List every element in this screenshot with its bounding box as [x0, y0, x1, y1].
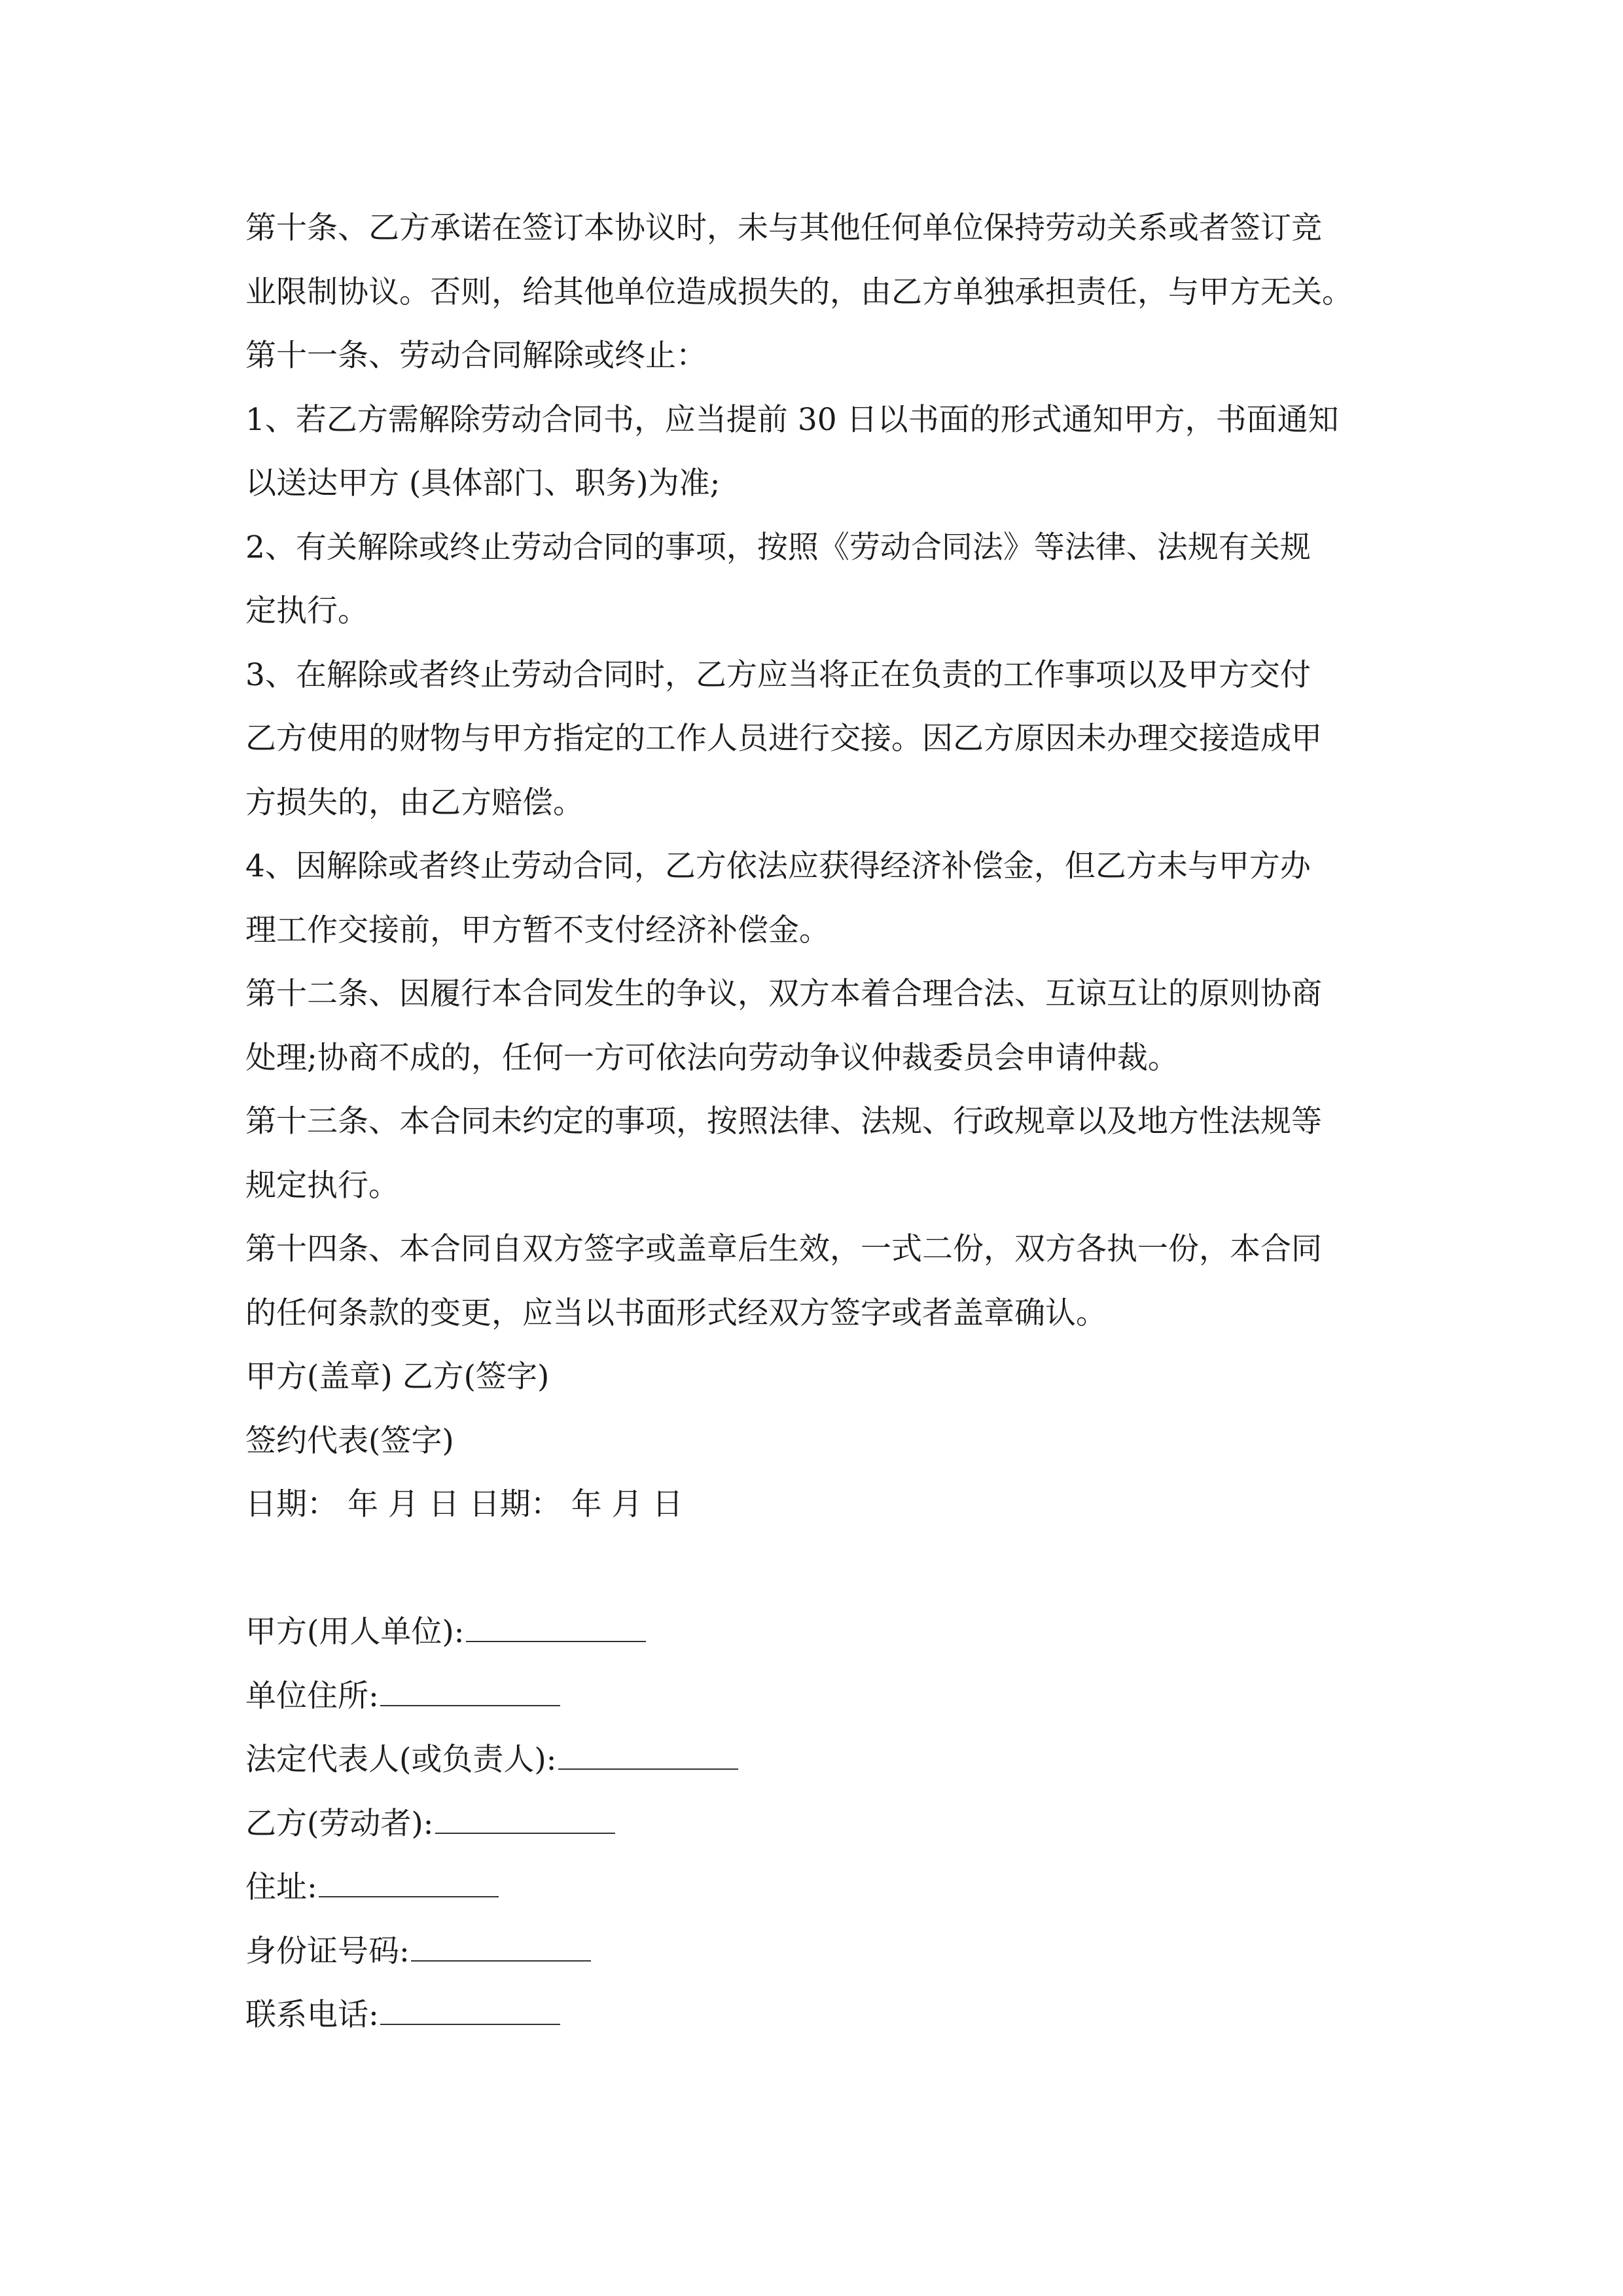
field-id-number [245, 1920, 1384, 1984]
clause-2-line-1: 2、有关解除或终止劳动合同的事项，按照《劳动合同法》等法律、法规有关规 [245, 529, 1311, 565]
fill-in-blank [319, 1870, 499, 1897]
article-14-line-2: 的任何条款的变更，应当以书面形式经双方签字或者盖章确认。 [245, 1295, 1107, 1331]
field-label: 身份证号码: [245, 1933, 410, 1969]
field-label: 乙方(劳动者): [245, 1805, 434, 1842]
field-employer [245, 1600, 1384, 1664]
field-employer-address [245, 1664, 1384, 1729]
clause-4-line-1: 4、因解除或者终止劳动合同，乙方依法应获得经济补偿金，但乙方未与甲方办 [245, 848, 1311, 884]
clause-3-line-3: 方损失的，由乙方赔偿。 [245, 784, 584, 821]
fill-in-blank [380, 1679, 560, 1706]
clause-2-line-2: 定执行。 [245, 593, 368, 629]
article-10-line-2: 业限制协议。否则，给其他单位造成损失的，由乙方单独承担责任，与甲方无关。 [245, 274, 1353, 310]
clause-1-line-2: 以送达甲方 (具体部门、职务)为准; [245, 465, 721, 501]
field-employee [245, 1792, 1384, 1856]
article-13-line-2: 规定执行。 [245, 1167, 399, 1204]
spacer [245, 1537, 1384, 1601]
fill-in-blank [466, 1615, 646, 1642]
article-12-line-2: 处理;协商不成的，任何一方可依法向劳动争议仲裁委员会申请仲裁。 [245, 1039, 1179, 1076]
clause-1-line-1: 1、若乙方需解除劳动合同书，应当提前 30 日以书面的形式通知甲方，书面通知 [245, 401, 1339, 438]
field-employee-address [245, 1856, 1384, 1920]
article-12-line-1: 第十二条、因履行本合同发生的争议，双方本着合理合法、互谅互让的原则协商 [245, 976, 1322, 1012]
clause-4-line-2: 理工作交接前，甲方暂不支付经济补偿金。 [245, 912, 830, 948]
field-label: 法定代表人(或负责人): [245, 1742, 557, 1778]
field-label: 单位住所: [245, 1677, 379, 1714]
field-legal-representative [245, 1728, 1384, 1792]
article-11-heading: 第十一条、劳动合同解除或终止： [245, 338, 707, 374]
fill-in-blank [435, 1806, 615, 1834]
fill-in-blank [380, 1998, 560, 2025]
signature-representative: 签约代表(签字) [245, 1422, 454, 1459]
fill-in-blank [411, 1934, 591, 1962]
field-phone [245, 1983, 1384, 2047]
article-14-line-1: 第十四条、本合同自双方签字或盖章后生效，一式二份，双方各执一份，本合同 [245, 1231, 1322, 1267]
article-13-line-1: 第十三条、本合同未约定的事项，按照法律、法规、行政规章以及地方性法规等 [245, 1103, 1322, 1139]
signature-parties: 甲方(盖章) 乙方(签字) [245, 1359, 550, 1395]
field-label: 甲方(用人单位): [245, 1614, 465, 1650]
field-label: 联系电话: [245, 1997, 379, 2033]
clause-3-line-1: 3、在解除或者终止劳动合同时，乙方应当将正在负责的工作事项以及甲方交付 [245, 656, 1311, 693]
article-10-line-1: 第十条、乙方承诺在签订本协议时，未与其他任何单位保持劳动关系或者签订竞 [245, 210, 1322, 246]
fill-in-blank [558, 1742, 738, 1770]
signature-dates: 日期： 年 月 日 日期： 年 月 日 [245, 1486, 683, 1522]
contract-body [245, 196, 1384, 2047]
field-label: 住址: [245, 1869, 317, 1905]
clause-3-line-2: 乙方使用的财物与甲方指定的工作人员进行交接。因乙方原因未办理交接造成甲 [245, 721, 1322, 757]
